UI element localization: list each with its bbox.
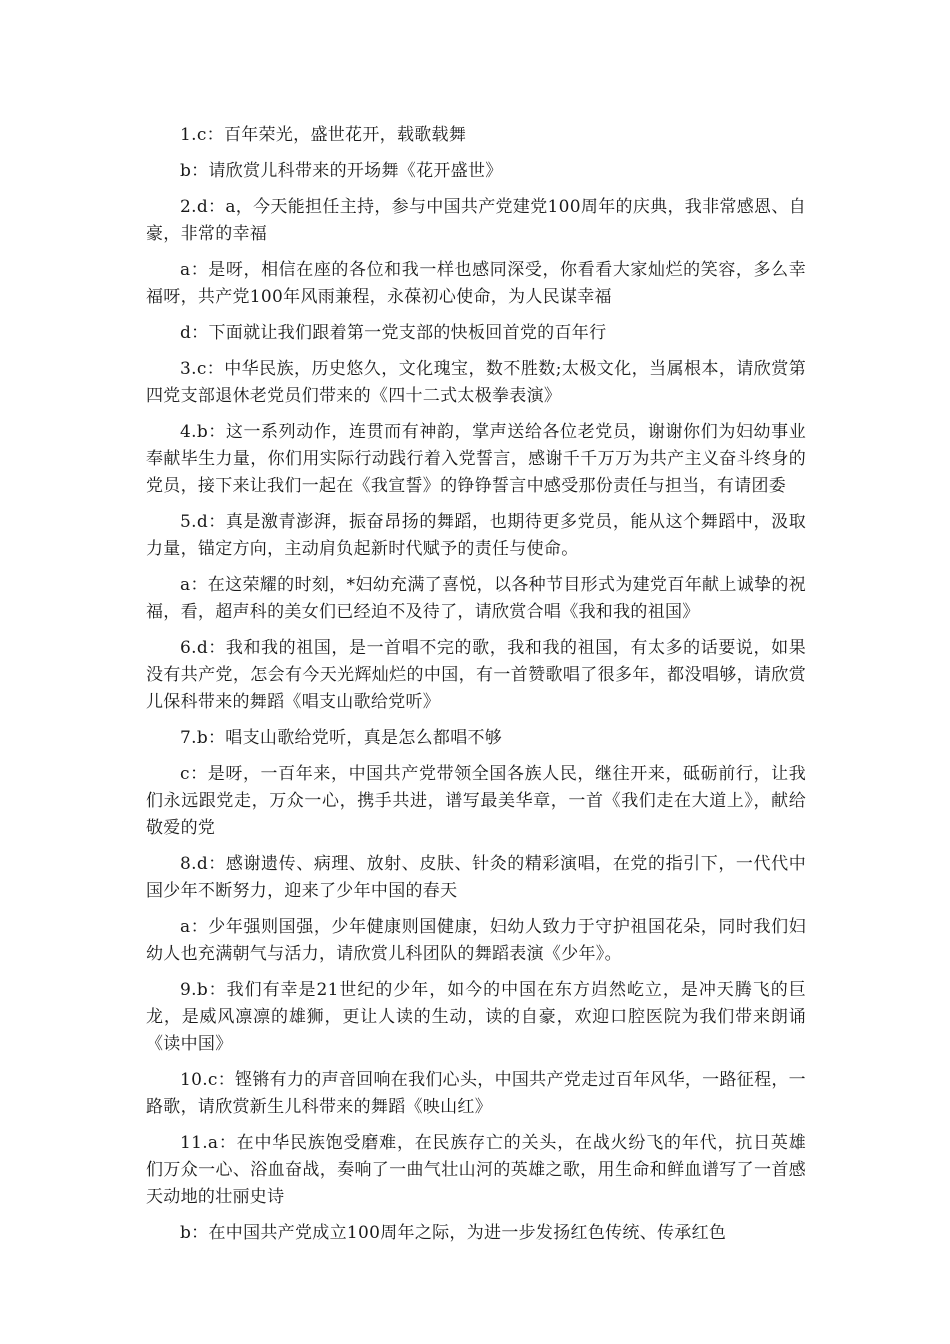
paragraph: c：是呀，一百年来，中国共产党带领全国各族人民，继往开来，砥砺前行，让我们永远跟党走，万众一心，携手共进，谱写最美华章，一首《我们走在大道上》，献给敬爱的党 bbox=[146, 764, 806, 838]
paragraph: 1.c：百年荣光，盛世花开，载歌载舞 bbox=[180, 125, 467, 145]
paragraph: 5.d：真是激青澎湃，振奋昂扬的舞蹈，也期待更多党员，能从这个舞蹈中，汲取力量，锚定方向，主动肩负起新时代赋予的责任与使命。 bbox=[146, 512, 806, 559]
paragraph: 7.b：唱支山歌给党听，真是怎么都唱不够 bbox=[180, 728, 503, 748]
paragraph: 4.b：这一系列动作，连贯而有神韵，掌声送给各位老党员，谢谢你们为妇幼事业奉献毕生力量，你们用实际行动践行着入党誓言，感谢千千万万为共产主义奋斗终身的党员，接下来让我们一起在《我宣誓》的铮铮誓言中感受那份责任与担当，有请团委 bbox=[146, 422, 806, 496]
paragraph: a：是呀，相信在座的各位和我一样也感同深受，你看看大家灿烂的笑容，多么幸福呀，共产党100年风雨兼程，永葆初心使命，为人民谋幸福 bbox=[146, 260, 806, 307]
paragraph: 6.d：我和我的祖国，是一首唱不完的歌，我和我的祖国，有太多的话要说，如果没有共产党，怎会有今天光辉灿烂的中国，有一首赞歌唱了很多年，都没唱够，请欣赏儿保科带来的舞蹈《唱支山歌给党听》 bbox=[146, 638, 806, 712]
document-page bbox=[146, 122, 806, 1256]
paragraph: 10.c：铿锵有力的声音回响在我们心头，中国共产党走过百年风华，一路征程，一路歌，请欣赏新生儿科带来的舞蹈《映山红》 bbox=[146, 1070, 806, 1117]
paragraph: 9.b：我们有幸是21世纪的少年，如今的中国在东方岿然屹立，是冲天腾飞的巨龙，是威风凛凛的雄狮，更让人读的生动，读的自豪，欢迎口腔医院为我们带来朗诵《读中国》 bbox=[146, 980, 806, 1054]
paragraph: b：请欣赏儿科带来的开场舞《花开盛世》 bbox=[180, 161, 503, 181]
paragraph: 11.a：在中华民族饱受磨难，在民族存亡的关头，在战火纷飞的年代，抗日英雄们万众一心、浴血奋战，奏响了一曲气壮山河的英雄之歌，用生命和鲜血谱写了一首感天动地的壮丽史诗 bbox=[146, 1133, 806, 1207]
paragraph: a：少年强则国强，少年健康则国健康，妇幼人致力于守护祖国花朵，同时我们妇幼人也充满朝气与活力，请欣赏儿科团队的舞蹈表演《少年》。 bbox=[146, 917, 806, 964]
paragraph: d：下面就让我们跟着第一党支部的快板回首党的百年行 bbox=[180, 323, 607, 343]
paragraph: 3.c：中华民族，历史悠久，文化瑰宝，数不胜数;太极文化，当属根本，请欣赏第四党支部退休老党员们带来的《四十二式太极拳表演》 bbox=[146, 359, 806, 406]
paragraph: a：在这荣耀的时刻，*妇幼充满了喜悦，以各种节目形式为建党百年献上诚挚的祝福，看，超声科的美女们已经迫不及待了，请欣赏合唱《我和我的祖国》 bbox=[146, 575, 806, 622]
paragraph: 2.d：a，今天能担任主持，参与中国共产党建党100周年的庆典，我非常感恩、自豪，非常的幸福 bbox=[146, 197, 806, 244]
paragraph: 8.d：感谢遗传、病理、放射、皮肤、针灸的精彩演唱，在党的指引下，一代代中国少年不断努力，迎来了少年中国的春天 bbox=[146, 854, 806, 901]
paragraph: b：在中国共产党成立100周年之际，为进一步发扬红色传统、传承红色 bbox=[180, 1223, 727, 1243]
